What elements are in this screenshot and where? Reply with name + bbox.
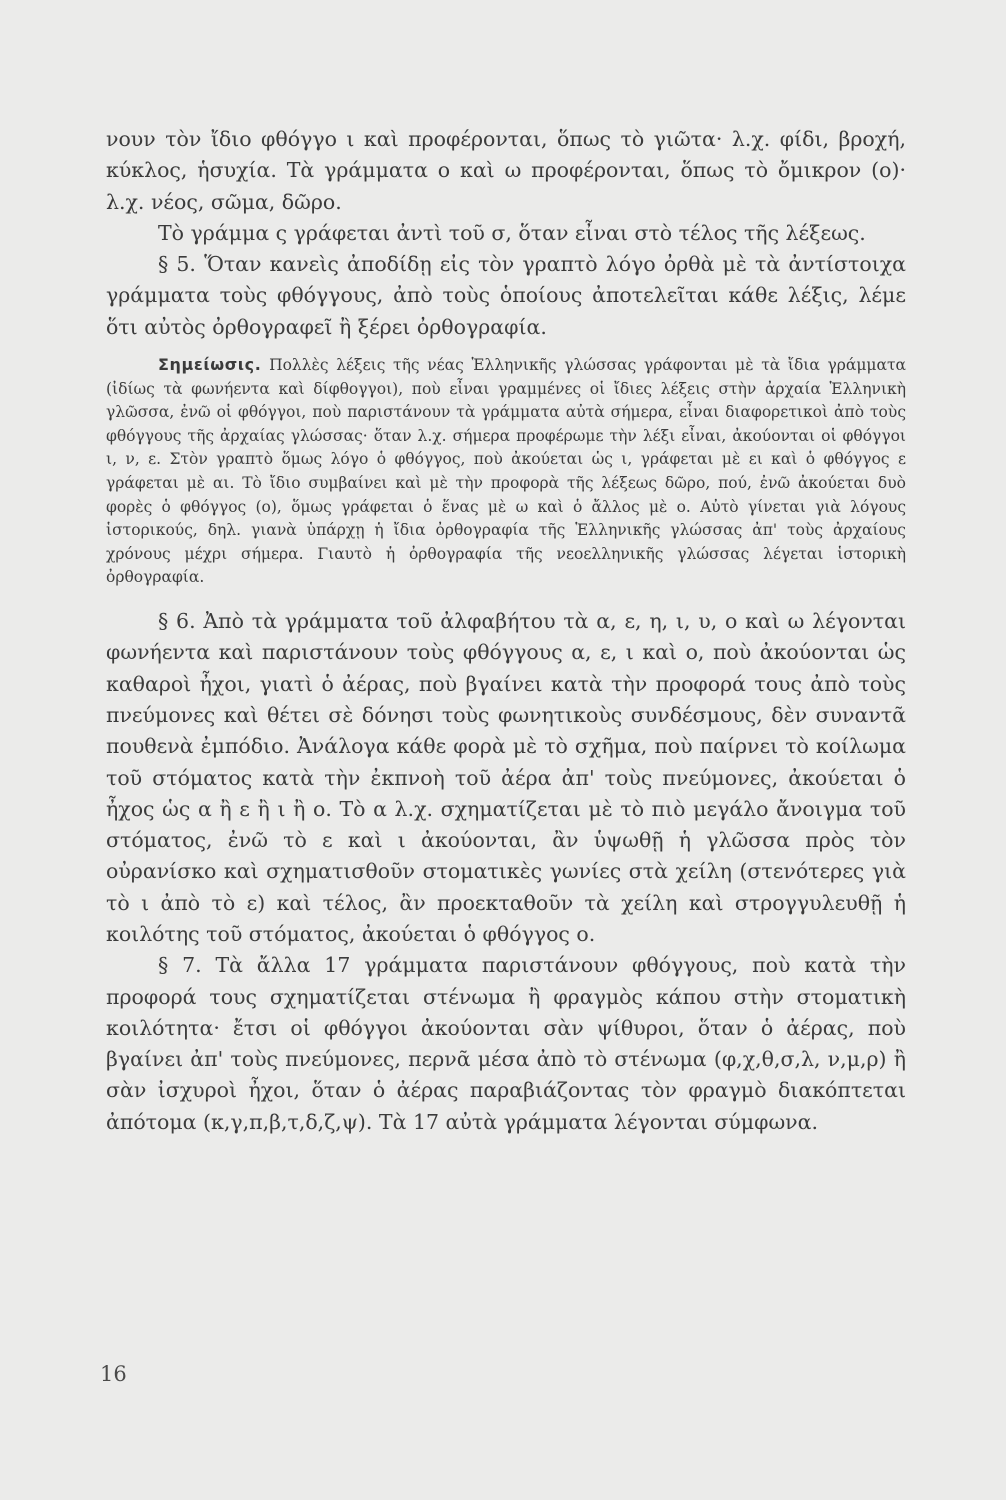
note-paragraph bbox=[106, 353, 906, 590]
note-block bbox=[106, 353, 906, 590]
note-heading: Σημείωσις. bbox=[158, 355, 262, 375]
paragraph-vowel-sounds: νουν τὸν ἴδιο φθόγγο ι καὶ προφέρονται, ὅπως τὸ γιῶτα· λ.χ. φίδι, βροχή, κύκλος, ἡσυχία. Τὰ γράμματα ο καὶ ω προφέρονται, ὅπως τὸ ὄμικρον (ο)· λ.χ. νέος, σῶμα, δῶρο. bbox=[106, 127, 906, 214]
paragraph-final-sigma: Τὸ γράμμα ς γράφεται ἀντὶ τοῦ σ, ὅταν εἶναι στὸ τέλος τῆς λέξεως. bbox=[158, 220, 866, 245]
page-number: 16 bbox=[100, 1362, 127, 1386]
page-body bbox=[106, 124, 906, 1138]
note-text: Πολλὲς λέξεις τῆς νέας Ἑλληνικῆς γλώσσας γράφονται μὲ τὰ ἴδια γράμματα (ἰδίως τὰ φωνήεντα καὶ δίφθογγοι), ποὺ εἶναι γραμμένες οἱ ἴδιες λέξεις στὴν ἀρχαία Ἑλληνικὴ γλῶσσα, ἐνῶ οἱ φθόγγοι, ποὺ παριστάνουν τὰ γράμματα αὐτὰ σήμερα, εἶναι διαφορετικοὶ ἀπὸ τοὺς φθόγγους τῆς ἀρχαίας γλώσσας· ὅταν λ.χ. σήμερα προφέρωμε τὴν λέξι εἶναι, ἀκούονται οἱ φθόγγοι ι, ν, ε. Στὸν γραπτὸ ὅμως λόγο ὁ φθόγγος, ποὺ ἀκούεται ὡς ι, γράφεται μὲ ει καὶ ὁ φθόγγος ε γράφεται μὲ αι. Τὸ ἴδιο συμβαίνει καὶ μὲ τὴν προφορὰ τῆς λέξεως δῶρο, πού, ἐνῶ ἀκούεται δυὸ φορὲς ὁ φθόγγος (ο), ὅμως γράφεται ὁ ἕνας μὲ ω καὶ ὁ ἄλλος μὲ ο. Αὐτὸ γίνεται γιὰ λόγους ἱστορικούς, δηλ. γιανὰ ὑπάρχῃ ἡ ἴδια ὀρθογραφία τῆς Ἑλληνικῆς γλώσσας ἀπ' τοὺς ἀρχαίους χρόνους μέχρι σήμερα. Γιαυτὸ ἡ ὀρθογραφία τῆς νεοελληνικῆς γλώσσας λέγεται ἱστορικὴ ὀρθογραφία. bbox=[106, 356, 906, 587]
paragraph-section-6: § 6. Ἀπὸ τὰ γράμματα τοῦ ἀλφαβήτου τὰ α, ε, η, ι, υ, ο καὶ ω λέγονται φωνήεντα καὶ παριστάνουν τοὺς φθόγγους α, ε, ι καὶ ο, ποὺ ἀκούονται ὡς καθαροὶ ἦχοι, γιατὶ ὁ ἀέρας, ποὺ βγαίνει κατὰ τὴν προφορά τους ἀπὸ τοὺς πνεύμονες καὶ θέτει σὲ δόνησι τοὺς φωνητικοὺς συνδέσμους, δὲν συναντᾶ πουθενὰ ἐμπόδιο. Ἀνάλογα κάθε φορὰ μὲ τὸ σχῆμα, ποὺ παίρνει τὸ κοίλωμα τοῦ στόματος κατὰ τὴν ἐκπνοὴ τοῦ ἀέρα ἀπ' τοὺς πνεύμονες, ἀκούεται ὁ ἦχος ὡς α ἢ ε ἢ ι ἢ ο. Τὸ α λ.χ. σχηματίζεται μὲ τὸ πιὸ μεγάλο ἄνοιγμα τοῦ στόματος, ἐνῶ τὸ ε καὶ ι ἀκούονται, ἂν ὑψωθῇ ἡ γλῶσσα πρὸς τὸν οὐρανίσκο καὶ σχηματισθοῦν στοματικὲς γωνίες στὰ χείλη (στενότερες γιὰ τὸ ι ἀπὸ τὸ ε) καὶ τέλος, ἂν προεκταθοῦν τὰ χείλη καὶ στρογγυλευθῇ ἡ κοιλότης τοῦ στόματος, ἀκούεται ὁ φθόγγος ο. bbox=[106, 609, 906, 946]
paragraph-section-5: § 5. Ὅταν κανεὶς ἀποδίδῃ εἰς τὸν γραπτὸ λόγο ὀρθὰ μὲ τὰ ἀντίστοιχα γράμματα τοὺς φθόγγους, ἀπὸ τοὺς ὁποίους ἀποτελεῖται κάθε λέξις, λέμε ὅτι αὐτὸς ὀρθογραφεῖ ἢ ξέρει ὀρθογραφία. bbox=[106, 252, 906, 339]
paragraph-section-7: § 7. Τὰ ἄλλα 17 γράμματα παριστάνουν φθόγγους, ποὺ κατὰ τὴν προφορά τους σχηματίζεται στένωμα ἢ φραγμὸς κάπου στὴν στοματικὴ κοιλότητα· ἔτσι οἱ φθόγγοι ἀκούονται σὰν ψίθυροι, ὅταν ὁ ἀέρας, ποὺ βγαίνει ἀπ' τοὺς πνεύμονες, περνᾶ μέσα ἀπὸ τὸ στένωμα (φ,χ,θ,σ,λ, ν,μ,ρ) ἢ σὰν ἰσχυροὶ ἦχοι, ὅταν ὁ ἀέρας παραβιάζοντας τὸν φραγμὸ διακόπτεται ἀπότομα (κ,γ,π,β,τ,δ,ζ,ψ). Τὰ 17 αὐτὰ γράμματα λέγονται σύμφωνα. bbox=[106, 953, 906, 1134]
